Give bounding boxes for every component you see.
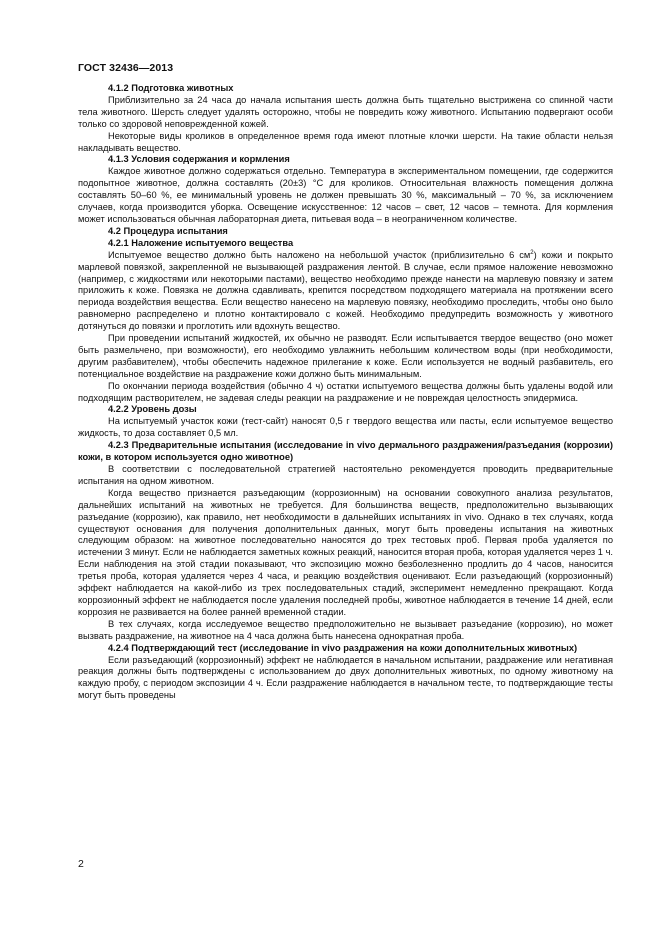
paragraph: Каждое животное должно содержаться отдельно. Температура в экспериментальном помещении, где содержится подопытное животное, должна составлять (20±3) °С для кроликов. Относительная влажность помещения должна составлять 50–60 %, ее минимальный уровень не должен превышать 30 %, максимальный – 70 %, за исключением случаев, когда производится уборка. Освещение искусственное: 12 часов – свет, 12 часов – темнота. Для кормления может использоваться обычная лабораторная диета, питьевая вода – в неограниченном количестве. [78, 166, 613, 224]
document-header: ГОСТ 32436—2013 [78, 62, 174, 74]
paragraph: В тех случаях, когда исследуемое вещество предположительно не вызывает разъедание (коррозию), но может вызвать раздражение, на животное на 4 часа должна быть нанесена однократная проба. [78, 618, 613, 641]
section-heading: 4.2.2 Уровень дозы [108, 404, 197, 415]
paragraph: В соответствии с последовательной стратегией настоятельно рекомендуется проводить предварительные испытания на одном животном. [78, 464, 613, 486]
section-heading: 4.2.3 Предварительные испытания (исследование in vivo дермального раздражения/разъедания (коррозии) кожи, в котором используется одно животное) [78, 440, 613, 463]
section-heading: 4.2.1 Наложение испытуемого вещества [108, 237, 294, 248]
superscript: 2 [530, 249, 534, 256]
paragraph: На испытуемый участок кожи (тест-сайт) наносят 0,5 г твердого вещества или пасты, если испытуемое вещество жидкость, то доза составляет 0,5 мл. [78, 416, 613, 439]
document-body [78, 83, 613, 702]
paragraph: Если разъедающий (коррозионный) эффект не наблюдается в начальном испытании, раздражение или негативная реакция должны быть подтверждены с использованием до двух дополнительных животных, по одному животному на каждую пробу, с периодом экспозиции 4 ч. Если раздражение наблюдается в начальном тесте, то подтверждающие тесты могут быть проведены [78, 654, 613, 701]
paragraph-text-continued: ) кожи и покрыто марлевой повязкой, закрепленной не вызывающей раздражения лентой. В случае, если прямое наложение невозможно (например, с жидкостями или некоторыми пастами), вещество необходимо прежде нанести на марлевую повязку и затем приложить к коже. Повязка не должна сдавливать, крепится посредством подходящего материала на протяжении всего периода воздействия вещества. Если вещество нанесено на марлевую повязку, необходимо проследить, чтобы оно было равномерно распределено и плотно контактировало с кожей. Необходимо предупредить возможность у животного дотянуться до повязки и проглотить или вдохнуть вещество. [78, 249, 613, 332]
section-heading: 4.1.2 Подготовка животных [108, 83, 234, 93]
paragraph-text: Испытуемое вещество должно быть наложено на небольшой участок (приблизительно 6 см [108, 249, 531, 260]
page-number: 2 [78, 858, 84, 870]
paragraph [78, 250, 613, 333]
paragraph: Некоторые виды кроликов в определенное время года имеют плотные клочки шерсти. На такие области нельзя накладывать вещество. [78, 130, 613, 153]
section-heading: 4.2 Процедура испытания [108, 225, 228, 236]
section-heading: 4.1.3 Условия содержания и кормления [108, 154, 290, 165]
paragraph: Приблизительно за 24 часа до начала испытания шесть должна быть тщательно выстрижена со спинной части тела животного. Шерсть следует удалять осторожно, чтобы не повредить кожу животного. Испытанию подвергают особи только со здоровой неповрежденной кожей. [78, 94, 613, 129]
paragraph: При проведении испытаний жидкостей, их обычно не разводят. Если испытывается твердое вещество (оно может быть размельчено, при возможности), его необходимо увлажнить небольшим количеством воды (при необходимости, другим разбавителем), чтобы обеспечить надежное прилегание к коже. Если используется не водный разбавитель, его потенциальное воздействие на раздражение кожи должно быть минимальным. [78, 333, 613, 379]
section-heading: 4.2.4 Подтверждающий тест (исследование in vivo раздражения на кожи дополнительных животных) [108, 642, 578, 653]
paragraph: По окончании периода воздействия (обычно 4 ч) остатки испытуемого вещества должны быть удалены водой или подходящим растворителем, не задевая следы реакции на раздражение и не повреждая целостность эпидермиса. [78, 380, 613, 403]
paragraph: Когда вещество признается разъедающим (коррозионным) на основании совокупного анализа результатов, дальнейших испытаний на животных не требуется. Для большинства веществ, предположительно вызывающих разъедание (коррозию), как правило, нет необходимости в дальнейших испытаниях in vivo. Однако в тех случаях, когда существуют основания для получения дополнительных данных, могут быть проведены испытания на животных следующим образом: на животное последовательно наносятся до трех тестовых проб. Первая проба удаляется по истечении 3 минут. Если не наблюдается заметных кожных реакций, наносится вторая проба, которая удаляется через 1 ч. Если наблюдения на этой стадии показывают, что экспозицию можно безболезненно продлить до 4 часов, наносится третья проба, которая удаляется через 4 часа, и реакцию воздействия оценивают. Если разъедающий (коррозионный) эффект наблюдается на какой-либо из трех последовательных стадий, эксперимент немедленно прекращают. Когда коррозионный эффект не наблюдается после удаления последней пробы, животное наблюдается в течение 14 дней, если коррозия не развивается на более ранней временной стадии. [78, 487, 613, 617]
